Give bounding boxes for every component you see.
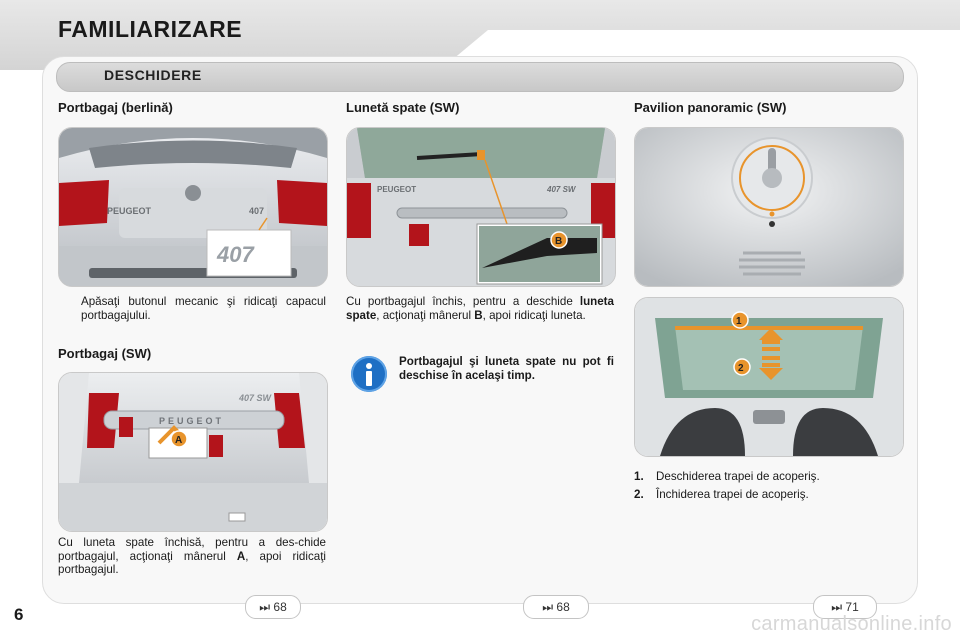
step-2-label: 2: [738, 363, 744, 374]
info-icon: [351, 356, 387, 392]
heading-rear-window: Lunetă spate (SW): [346, 100, 460, 115]
heading-trunk-sedan: Portbagaj (berlină): [58, 100, 173, 115]
section-title: DESCHIDERE: [104, 67, 202, 83]
handle-a-label: A: [175, 435, 183, 446]
model-badge: 407: [249, 206, 265, 216]
skip-forward-icon: ⏭: [259, 600, 271, 614]
text-rear-window: Cu portbagajul închis, pentru a deschide luneta spate, acţionaţi mânerul B, apoi ridicaţi luneta.: [346, 295, 614, 322]
text-trunk-sedan: Apăsaţi butonul mecanic şi ridicaţi capacul portbagajului.: [81, 295, 326, 322]
brand-lettering-rw: PEUGEOT: [377, 185, 417, 194]
photo-rear-window: [346, 127, 616, 287]
page-ref-link-col3[interactable]: ⏭ 71: [813, 595, 877, 619]
model-badge-zoom: 407: [217, 242, 254, 267]
text-trunk-sw: Cu luneta spate închisă, pentru a des-chide portbagajul, acţionaţi mânerul A, apoi ridicaţi portbagajul.: [58, 536, 326, 576]
model-badge-sw: 407 SW: [239, 393, 272, 403]
skip-forward-icon: ⏭: [831, 600, 843, 614]
note-warning: Portbagajul şi luneta spate nu pot fi deschise în acelaşi timp.: [399, 355, 614, 382]
skip-forward-icon: ⏭: [542, 600, 554, 614]
photo-panoramic-roof: [634, 297, 904, 457]
photo-sedan-rear: [58, 127, 328, 287]
handle-b-label: B: [555, 236, 563, 247]
page-title: FAMILIARIZARE: [58, 16, 243, 42]
model-badge-rw: 407 SW: [547, 185, 576, 194]
page-ref-link-col2[interactable]: ⏭ 68: [523, 595, 589, 619]
photo-roof-control: [634, 127, 904, 287]
heading-trunk-sw: Portbagaj (SW): [58, 346, 152, 361]
heading-panoramic-roof: Pavilion panoramic (SW): [634, 100, 787, 115]
brand-lettering: PEUGEOT: [107, 206, 152, 216]
watermark: carmanualsonline.info: [751, 613, 952, 635]
brand-lettering-sw: PEUGEOT: [159, 416, 225, 426]
step-1-label: 1: [736, 316, 742, 327]
photo-sw-tailgate: [58, 372, 328, 532]
list-item-open: 1. Deschiderea trapei de acoperiş.: [634, 470, 820, 483]
page-number: 6: [14, 605, 24, 624]
list-item-close: 2. Închiderea trapei de acoperiş.: [634, 488, 809, 501]
page-ref-link-col1[interactable]: ⏭ 68: [245, 595, 301, 619]
